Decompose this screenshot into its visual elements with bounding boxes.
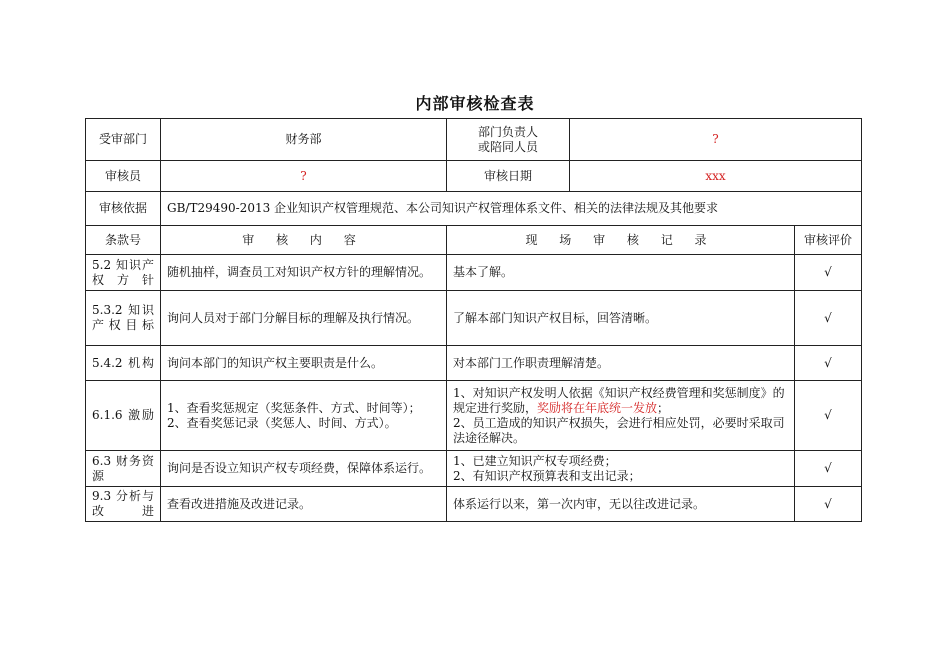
record-cell	[447, 381, 795, 451]
basis-value: GB/T29490-2013 企业知识产权管理规范、本公司知识产权管理体系文件、相关的法律法规及其他要求	[161, 192, 862, 226]
content-cell: 询问本部门的知识产权主要职责是什么。	[161, 346, 447, 381]
record-line-2: 2、员工造成的知识产权损失，会进行相应处罚，必要时采取司法途径解决。	[453, 415, 785, 445]
head-label-line-2: 或陪同人员	[477, 139, 538, 154]
record-cell: 基本了解。	[447, 255, 795, 291]
info-row-basis	[86, 192, 862, 226]
eval-check: √	[795, 255, 862, 291]
dept-label: 受审部门	[86, 119, 161, 161]
clause-cell: 6.1.6 激励	[86, 381, 161, 451]
table-row	[86, 381, 862, 451]
dept-value: 财务部	[161, 119, 447, 161]
record-highlight: 奖励将在年底统一发放	[537, 400, 658, 415]
auditor-value: ?	[161, 161, 447, 192]
column-header-row	[86, 226, 862, 255]
head-label	[447, 119, 570, 161]
eval-check: √	[795, 346, 862, 381]
col-content-header: 审 核 内 容	[161, 226, 447, 255]
record-text: 1、对知识产权发明人依据《知识产权经费管理和奖惩制度》的规定进行奖励，	[453, 385, 785, 415]
head-value: ?	[570, 119, 862, 161]
audit-checklist-table	[85, 118, 862, 522]
basis-label: 审核依据	[86, 192, 161, 226]
table-row	[86, 291, 862, 346]
head-label-line-1: 部门负责人	[477, 124, 538, 139]
info-row-auditor	[86, 161, 862, 192]
record-line-1: 1、已建立知识产权专项经费；	[453, 453, 617, 468]
eval-check: √	[795, 451, 862, 487]
content-line-2: 2、查看奖惩记录（奖惩人、时间、方式）。	[167, 415, 397, 430]
page-title: 内部审核检查表	[415, 94, 535, 113]
record-cell: 体系运行以来，第一次内审，无以往改进记录。	[447, 487, 795, 522]
content-line-1: 1、查看奖惩规定（奖惩条件、方式、时间等）；	[167, 400, 421, 415]
clause-cell: 5.2 知识产权方针	[86, 255, 161, 291]
record-line-1	[453, 386, 788, 416]
record-text: ；	[657, 400, 670, 415]
record-cell: 对本部门工作职责理解清楚。	[447, 346, 795, 381]
eval-check: √	[795, 381, 862, 451]
record-line-2: 2、有知识产权预算表和支出记录；	[453, 468, 641, 483]
auditor-label: 审核员	[86, 161, 161, 192]
clause-cell: 5.3.2 知识产权目标	[86, 291, 161, 346]
clause-cell: 6.3 财务资源	[86, 451, 161, 487]
date-value: xxx	[570, 161, 862, 192]
content-cell: 询问人员对于部门分解目标的理解及执行情况。	[161, 291, 447, 346]
record-cell	[447, 451, 795, 487]
eval-check: √	[795, 487, 862, 522]
col-eval-header: 审核评价	[795, 226, 862, 255]
table-row	[86, 451, 862, 487]
content-cell: 随机抽样，调查员工对知识产权方针的理解情况。	[161, 255, 447, 291]
record-cell: 了解本部门知识产权目标，回答清晰。	[447, 291, 795, 346]
clause-cell: 5.4.2 机构	[86, 346, 161, 381]
table-row	[86, 255, 862, 291]
eval-check: √	[795, 291, 862, 346]
table-row	[86, 346, 862, 381]
content-cell	[161, 381, 447, 451]
info-row-dept	[86, 119, 862, 161]
table-row	[86, 487, 862, 522]
content-cell: 查看改进措施及改进记录。	[161, 487, 447, 522]
date-label: 审核日期	[447, 161, 570, 192]
col-record-header: 现 场 审 核 记 录	[447, 226, 795, 255]
col-clause-header: 条款号	[86, 226, 161, 255]
clause-cell: 9.3 分析与改进	[86, 487, 161, 522]
content-cell: 询问是否设立知识产权专项经费，保障体系运行。	[161, 451, 447, 487]
